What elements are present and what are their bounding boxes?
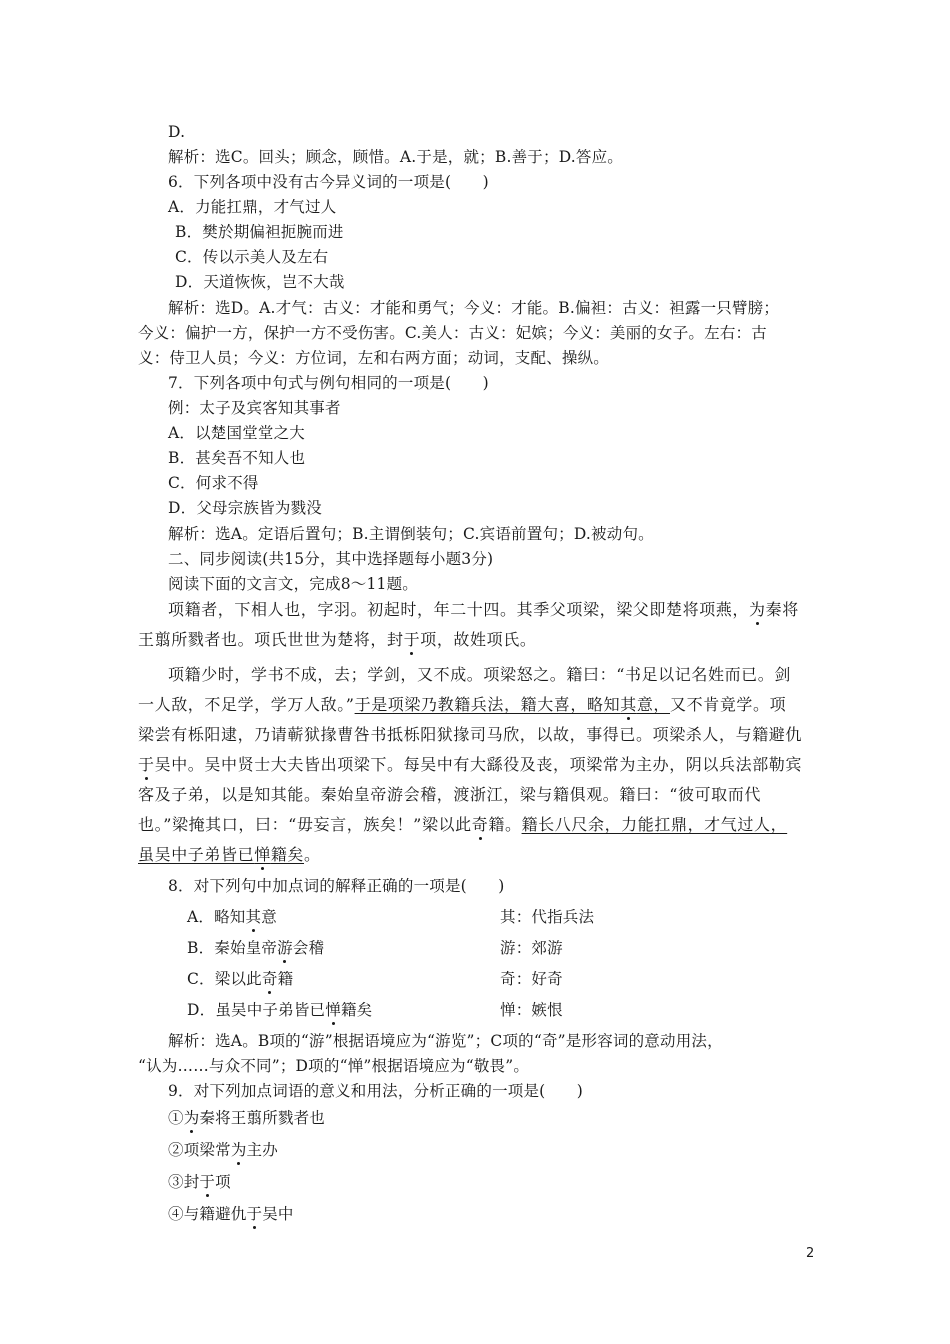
question-9: 9．对下列加点词语的意义和用法，分析正确的一项是( ) xyxy=(168,1082,584,1100)
dotted-word: 惮 xyxy=(254,845,271,864)
passage-line: 项籍少时，学书不成，去；学剑，又不成。项梁怒之。籍曰：“书足以记名姓而已。剑 xyxy=(168,665,791,684)
analysis-line: 解析：选A。B项的“游”根据语境应为“游览”；C项的“奇”是形容词的意动用法， xyxy=(168,1032,723,1050)
passage-line: 一人敌，不足学，学万人敌。”于是项梁乃教籍兵法，籍大喜，略知其意，又不肯竟学。项 xyxy=(138,695,787,714)
passage-line: 于吴中。吴中贤士大夫皆出项梁下。每吴中有大繇役及丧，项梁常为主办，阴以兵法部勒宾 xyxy=(138,755,803,774)
underlined-sentence: 于是项梁乃教籍兵法，籍大喜，略知 xyxy=(354,695,621,714)
dotted-word: 于 xyxy=(199,1173,216,1191)
dotted-word: 惮 xyxy=(325,1001,341,1019)
option-d-explanation: 惮：嫉恨 xyxy=(500,1001,563,1019)
instruction-line: 阅读下面的文言文，完成8～11题。 xyxy=(168,575,418,593)
option-d: D．天道恢恢，岂不大哉 xyxy=(175,273,345,291)
underlined-sentence: 籍长八尺余，力能扛鼎，才气过人， xyxy=(521,815,788,834)
option-a: A．以楚国堂堂之大 xyxy=(168,424,305,442)
page-number: 2 xyxy=(806,1246,815,1261)
dotted-word: 为 xyxy=(749,600,766,619)
passage-line: 王翦所戮者也。项氏世世为楚将，封于项，故姓项氏。 xyxy=(138,630,537,649)
option-b: B．樊於期偏袒扼腕而进 xyxy=(175,223,344,241)
example-line: 例：太子及宾客知其事者 xyxy=(168,399,341,417)
dotted-word: 为 xyxy=(183,1109,200,1127)
analysis-line: 解析：选D。A.才气：古义：才能和勇气；今义：才能。B.偏袒：古义：袒露一只臂膀； xyxy=(168,299,780,317)
dotted-word: 为 xyxy=(230,1141,247,1159)
dotted-word: 其 xyxy=(245,908,262,926)
passage-line: 客及子弟，以是知其能。秦始皇帝游会稽，渡浙江，梁与籍俱观。籍曰：“彼可取而代 xyxy=(138,785,761,804)
option-b: B．甚矣吾不知人也 xyxy=(168,449,306,467)
option-c: C．何求不得 xyxy=(168,474,259,492)
dotted-word: 于 xyxy=(403,630,421,649)
option-b: B．秦始皇帝游会稽 xyxy=(187,939,325,957)
question-8: 8．对下列句中加点词的解释正确的一项是( ) xyxy=(168,877,505,895)
passage-line: 梁尝有栎阳逮，乃请蕲狱掾曹咎书抵栎阳狱掾司马欣，以故，事得已。项梁杀人，与籍避仇 xyxy=(138,725,803,744)
dotted-word: 于 xyxy=(138,755,155,774)
underlined-sentence: 意， xyxy=(636,695,671,714)
analysis-line: 解析：选A。定语后置句；B.主谓倒装句；C.宾语前置句；D.被动句。 xyxy=(168,525,654,543)
item-4: ④与籍避仇于吴中 xyxy=(168,1205,294,1223)
question-7: 7．下列各项中句式与例句相同的一项是( ) xyxy=(168,374,489,392)
option-a-explanation: 其：代指兵法 xyxy=(500,908,595,926)
dotted-word: 其 xyxy=(620,695,637,714)
option-a: A．略知其意 xyxy=(187,908,277,926)
text-line: 解析：选C。回头；顾念，顾惜。A.于是，就；B.善于；D.答应。 xyxy=(168,148,624,166)
text-line: D. xyxy=(168,123,186,141)
item-1: ①为秦将王翦所戮者也 xyxy=(168,1109,326,1127)
item-3: ③封于项 xyxy=(168,1173,231,1191)
underlined-sentence: 籍矣 xyxy=(270,845,305,864)
option-b-explanation: 游：郊游 xyxy=(500,939,563,957)
item-2: ②项梁常为主办 xyxy=(168,1141,278,1159)
dotted-word: 游 xyxy=(277,939,293,957)
dotted-word: 于 xyxy=(246,1205,263,1223)
option-d: D．虽吴中子弟皆已惮籍矣 xyxy=(187,1001,373,1019)
option-c: C．传以示美人及左右 xyxy=(175,248,329,266)
passage-line: 项籍者，下相人也，字羽。初起时，年二十四。其季父项梁，梁父即楚将项燕，为秦将 xyxy=(168,600,799,619)
section-heading: 二、同步阅读(共15分，其中选择题每小题3分) xyxy=(168,550,494,568)
underlined-sentence: 虽吴中子弟皆已 xyxy=(138,845,255,864)
dotted-word: 奇 xyxy=(471,815,489,834)
option-d: D．父母宗族皆为戮没 xyxy=(168,499,322,517)
passage-line: 虽吴中子弟皆已惮籍矣。 xyxy=(138,845,321,864)
analysis-line: 义：侍卫人员；今义：方位词，左和右两方面；动词，支配、操纵。 xyxy=(138,349,610,367)
question-6: 6．下列各项中没有古今异义词的一项是( ) xyxy=(168,173,489,191)
analysis-line: 今义：偏护一方，保护一方不受伤害。C.美人：古义：妃嫔；今义：美丽的女子。左右：古 xyxy=(138,324,767,342)
passage-line: 也。”梁掩其口，曰：“毋妄言，族矣！”梁以此奇籍。籍长八尺余，力能扛鼎，才气过人， xyxy=(138,815,788,834)
analysis-line: “认为……与众不同”；D项的“惮”根据语境应为“敬畏”。 xyxy=(138,1057,530,1075)
dotted-word: 奇 xyxy=(261,970,278,988)
option-c-explanation: 奇：好奇 xyxy=(500,970,563,988)
option-a: A．力能扛鼎，才气过人 xyxy=(168,198,337,216)
option-c: C．梁以此奇籍 xyxy=(187,970,294,988)
